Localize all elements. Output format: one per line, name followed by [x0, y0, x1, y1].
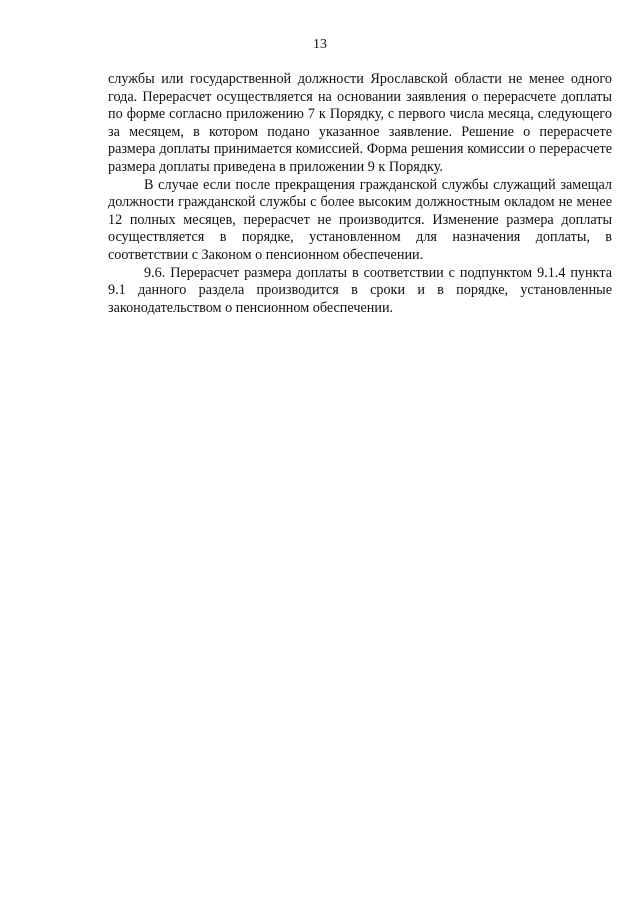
document-body	[108, 71, 612, 317]
page-number: 13	[313, 37, 327, 52]
paragraph-9-6: 9.6. Перерасчет размера доплаты в соответствии с подпунктом 9.1.4 пункта 9.1 данного раздела производится в сроки и в порядке, установленные законодательством о пенсионном обеспечении.	[108, 264, 612, 316]
paragraph-recalculation-exception: В случае если после прекращения гражданской службы служащий замещал должности гражданской службы с более высоким должностным окладом не менее 12 полных месяцев, перерасчет не производится. Изменение размера доплаты осуществляется в порядке, установленном для назначения доплаты, в соответствии с Законом о пенсионном обеспечении.	[108, 176, 612, 263]
paragraph-continuation: службы или государственной должности Ярославской области не менее одного года. Перерасчет осуществляется на основании заявления о перерасчете доплаты по форме согласно приложению 7 к Порядку, с первого числа месяца, следующего за месяцем, в котором подано указанное заявление. Решение о перерасчете размера доплаты принимается комиссией. Форма решения комиссии о перерасчете размера доплаты приведена в приложении 9 к Порядку.	[108, 71, 612, 175]
